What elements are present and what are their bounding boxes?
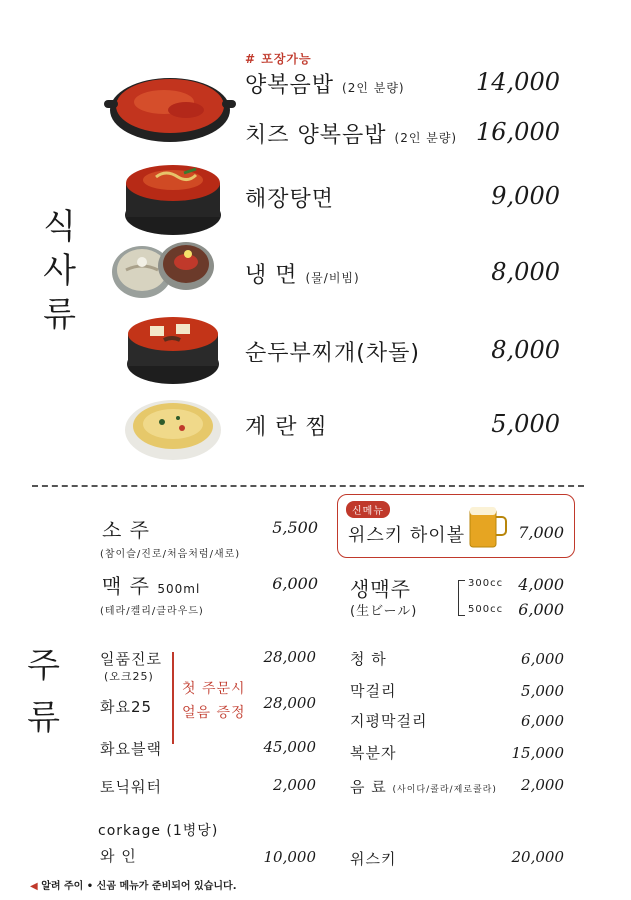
drinks-side-char-2: 류 <box>27 698 61 738</box>
footer-text: 알려 주이 • 신곰 메뉴가 준비되어 있습니다. <box>41 881 237 892</box>
takeout-note: # 포장가능 <box>245 52 312 66</box>
promo-line: 첫 주문시 <box>182 681 246 697</box>
draft-sub: (生ビール) <box>350 604 418 619</box>
meal-price: 5,000 <box>491 410 560 438</box>
meal-row <box>245 336 420 367</box>
drinks-side-char-1: 주 <box>27 646 61 686</box>
premium-name: 화요블랙 <box>100 740 162 758</box>
drinks-side-title <box>24 640 64 744</box>
meals-side-title <box>40 205 80 337</box>
highball-name: 위스키 하이볼 <box>348 525 466 546</box>
meals-side-char-2: 사 <box>43 251 77 291</box>
right-drink-price: 5,000 <box>521 682 564 700</box>
soft-tofu-stew-image <box>120 308 226 388</box>
cold-noodles-image <box>110 240 216 300</box>
meal-price: 16,000 <box>476 118 560 146</box>
meal-row <box>245 258 360 289</box>
draft-size: 500cc <box>468 604 504 615</box>
highball-box <box>337 494 575 558</box>
draft-price: 6,000 <box>518 600 564 619</box>
beer-mug-icon <box>468 501 508 551</box>
highball-price: 7,000 <box>518 523 564 542</box>
meal-note: (물/비빔) <box>305 271 360 285</box>
wine-price: 10,000 <box>263 848 316 866</box>
promo-line: 얼음 증정 <box>182 705 246 721</box>
draft-price: 4,000 <box>518 575 564 594</box>
meals-side-char-1: 식 <box>43 207 77 247</box>
meal-name: 계 란 찜 <box>245 415 328 440</box>
premium-price: 45,000 <box>263 738 316 756</box>
beverage-sub: (사이다/콜라/제로콜라) <box>392 785 497 795</box>
right-drink-name: 청 하 <box>350 650 387 668</box>
meal-name: 치즈 양복음밥 <box>245 123 387 148</box>
draft-size-bracket <box>458 580 465 616</box>
draft-size: 300cc <box>468 578 504 589</box>
beverage-row <box>350 776 497 797</box>
beer-size: 500ml <box>157 582 201 596</box>
meal-name: 양복음밥 <box>245 73 335 98</box>
premium-price: 28,000 <box>263 694 316 712</box>
meal-name: 순두부찌개(차돌) <box>245 341 420 366</box>
premium-name: 일품진로 <box>100 650 162 668</box>
right-drink-price: 6,000 <box>521 650 564 668</box>
meal-price: 9,000 <box>491 182 560 210</box>
right-drink-name: 지평막걸리 <box>350 712 428 730</box>
corkage-label: corkage (1병당) <box>98 823 219 839</box>
meal-note: (2인 분량) <box>394 131 458 145</box>
triangle-icon: ◀ <box>30 881 38 892</box>
beer-sub: (테라/켈리/클라우드) <box>100 606 204 617</box>
wine-name: 와 인 <box>100 847 137 865</box>
right-drink-price: 15,000 <box>511 744 564 762</box>
beverage-name: 음 료 <box>350 778 387 796</box>
meals-side-char-3: 류 <box>43 295 77 335</box>
beer-row <box>102 570 200 599</box>
spicy-noodle-soup-image <box>118 155 228 239</box>
beverage-price: 2,000 <box>521 776 564 794</box>
soju-name: 소 주 <box>102 518 150 542</box>
whisky-price: 20,000 <box>511 848 564 866</box>
right-drink-name: 막걸리 <box>350 682 397 700</box>
premium-name: 화요25 <box>100 698 153 716</box>
new-menu-badge: 신메뉴 <box>346 501 390 518</box>
section-divider <box>32 485 584 487</box>
premium-price: 28,000 <box>263 648 316 666</box>
meal-price: 8,000 <box>491 336 560 364</box>
beer-price: 6,000 <box>272 574 318 593</box>
right-drink-name: 복분자 <box>350 744 397 762</box>
right-drink-price: 6,000 <box>521 712 564 730</box>
whisky-name: 위스키 <box>350 850 397 868</box>
tonic-price: 2,000 <box>273 776 316 794</box>
meal-price: 8,000 <box>491 258 560 286</box>
soju-sub: (참이슬/진로/처음처럼/새로) <box>100 549 241 560</box>
beer-name: 맥 주 <box>102 574 150 598</box>
meal-row <box>245 68 405 99</box>
tonic-name: 토닉워터 <box>100 778 162 796</box>
premium-sub: (오크25) <box>104 670 154 683</box>
meal-row <box>245 118 457 149</box>
meal-row <box>245 182 334 213</box>
meal-name: 냉 면 <box>245 263 298 288</box>
paella-pan-image <box>104 70 236 146</box>
footer <box>30 877 237 892</box>
meal-row <box>245 410 328 441</box>
draft-name: 생맥주 <box>350 577 411 601</box>
meal-name: 해장탕면 <box>245 187 335 212</box>
soju-price: 5,500 <box>272 518 318 537</box>
meal-note: (2인 분량) <box>342 81 405 95</box>
promo-bracket <box>172 652 180 744</box>
meal-price: 14,000 <box>476 68 560 96</box>
steamed-egg-image <box>122 392 224 464</box>
